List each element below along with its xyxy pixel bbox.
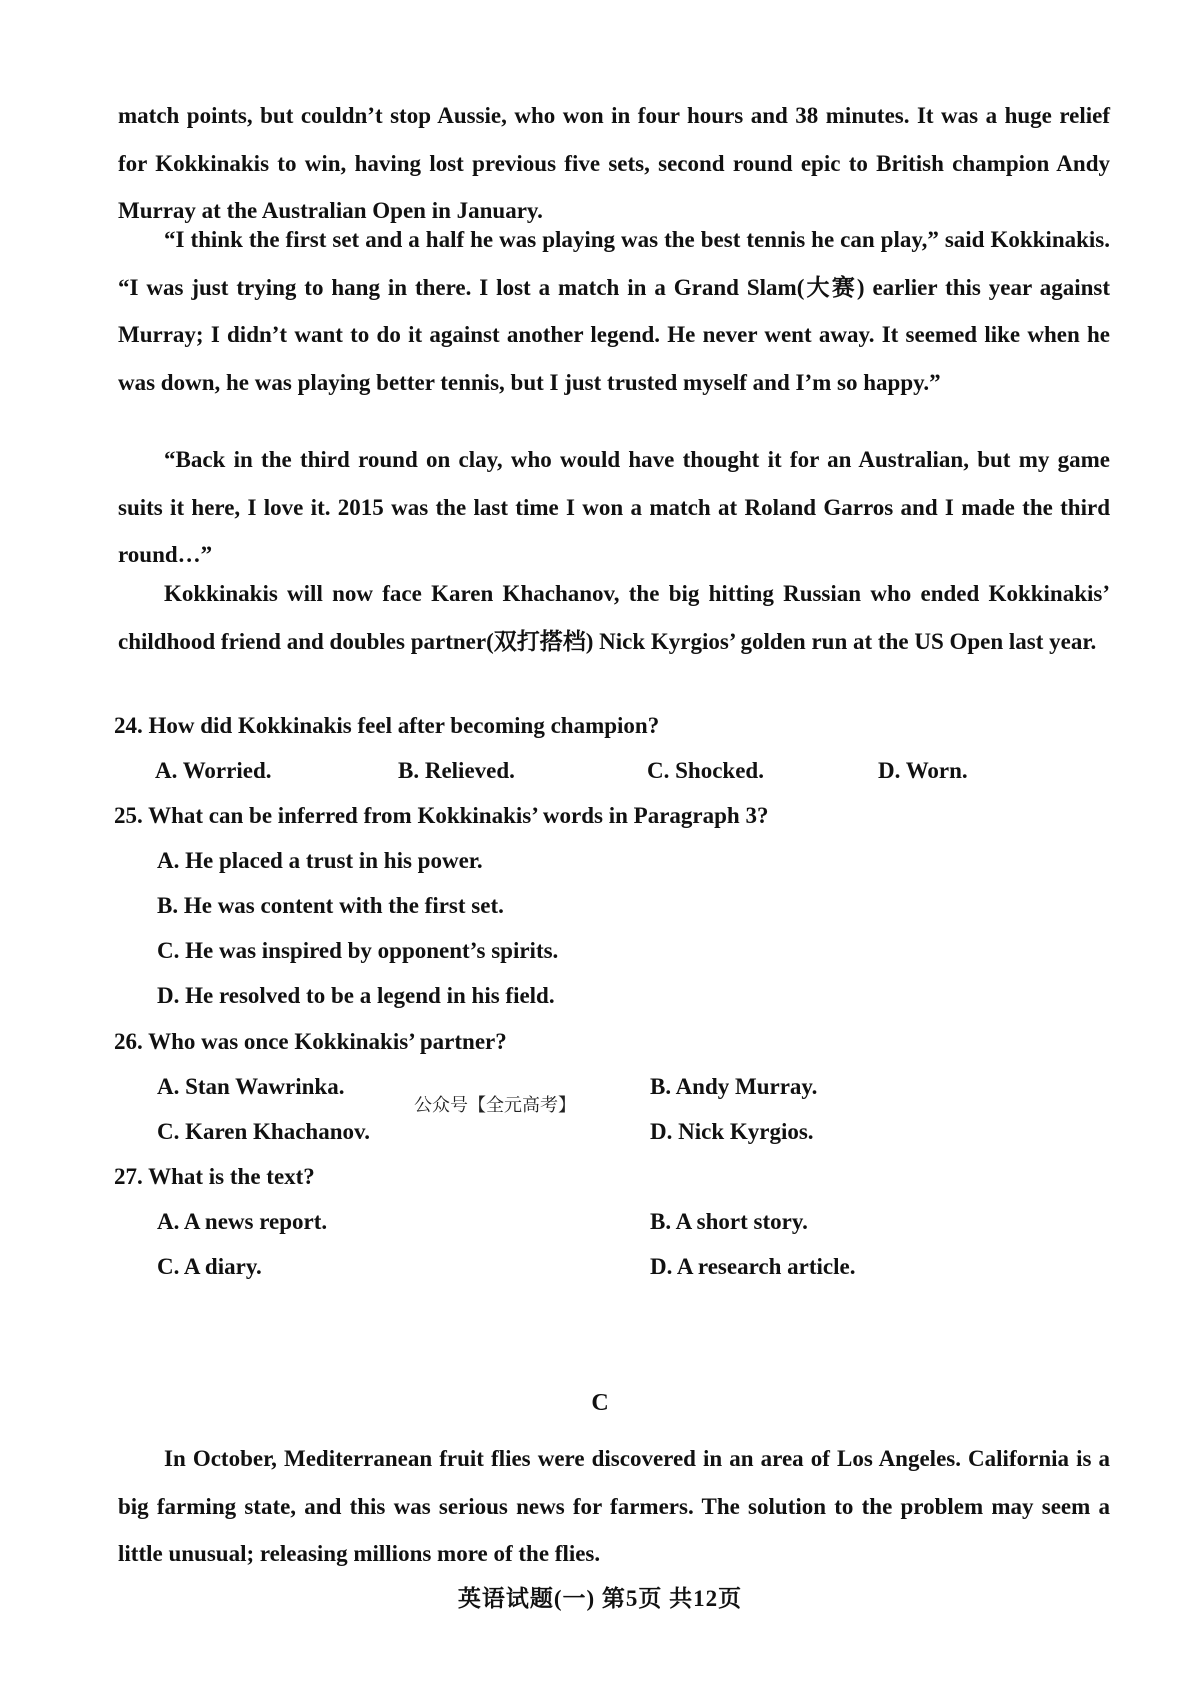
question-26-option-c: C. Karen Khachanov. (157, 1119, 370, 1144)
question-27-option-d: D. A research article. (650, 1254, 856, 1279)
passage-b-paragraph-quote-2: “Back in the third round on clay, who would have thought it for an Australian, but my game suits it here, I love it. 2015 was the last time I won a match at Roland Garros and I made the third round…” (118, 447, 1110, 567)
question-26-option-a: A. Stan Wawrinka. (157, 1074, 345, 1099)
section-c-heading: C (591, 1390, 609, 1416)
page-footer: 英语试题(一) 第5页 共12页 (457, 1586, 743, 1611)
question-27-option-b: B. A short story. (650, 1209, 808, 1234)
question-25-option-b: B. He was content with the first set. (157, 893, 504, 918)
question-25-option-c: C. He was inspired by opponent’s spirits. (157, 938, 559, 963)
question-24-option-b: B. Relieved. (398, 758, 515, 783)
passage-c-paragraph-1: In October, Mediterranean fruit flies were discovered in an area of Los Angeles. California is a big farming state, and this was serious news for farmers. The solution to the problem may seem a little unusual; releasing millions more of the flies. (118, 1446, 1110, 1566)
question-27-option-c: C. A diary. (157, 1254, 262, 1279)
passage-b-paragraph-continuation: match points, but couldn’t stop Aussie, who won in four hours and 38 minutes. It was a huge relief for Kokkinakis to win, having lost previous five sets, second round epic to British champion Andy Murray at the Australian Open in January. (118, 103, 1110, 223)
passage-b-paragraph-final: Kokkinakis will now face Karen Khachanov, the big hitting Russian who ended Kokkinakis’ childhood friend and doubles partner(双打搭档) Nick Kyrgios’ golden run at the US Open last year. (118, 581, 1110, 654)
question-26-option-d: D. Nick Kyrgios. (650, 1119, 814, 1144)
question-26-option-b: B. Andy Murray. (650, 1074, 818, 1099)
passage-b-paragraph-quote-1: “I think the first set and a half he was playing was the best tennis he can play,” said Kokkinakis. “I was just trying to hang in there. I lost a match in a Grand Slam(大赛) earlier this year against Murray; I didn’t want to do it against another legend. He never went away. It seemed like when he was down, he was playing better tennis, but I just trusted myself and I’m so happy.” (118, 227, 1110, 395)
question-24-option-c: C. Shocked. (647, 758, 764, 783)
question-24-option-d: D. Worn. (878, 758, 968, 783)
question-24-stem: 24. How did Kokkinakis feel after becoming champion? (114, 713, 660, 738)
question-25-option-a: A. He placed a trust in his power. (157, 848, 483, 873)
watermark-text: 公众号【全元高考】 (414, 1095, 576, 1116)
question-27-option-a: A. A news report. (157, 1209, 328, 1234)
question-26-stem: 26. Who was once Kokkinakis’ partner? (114, 1029, 507, 1054)
question-24-option-a: A. Worried. (155, 758, 272, 783)
question-27-stem: 27. What is the text? (114, 1164, 315, 1189)
question-25-stem: 25. What can be inferred from Kokkinakis’ words in Paragraph 3? (114, 803, 769, 828)
question-25-option-d: D. He resolved to be a legend in his field. (157, 983, 555, 1008)
